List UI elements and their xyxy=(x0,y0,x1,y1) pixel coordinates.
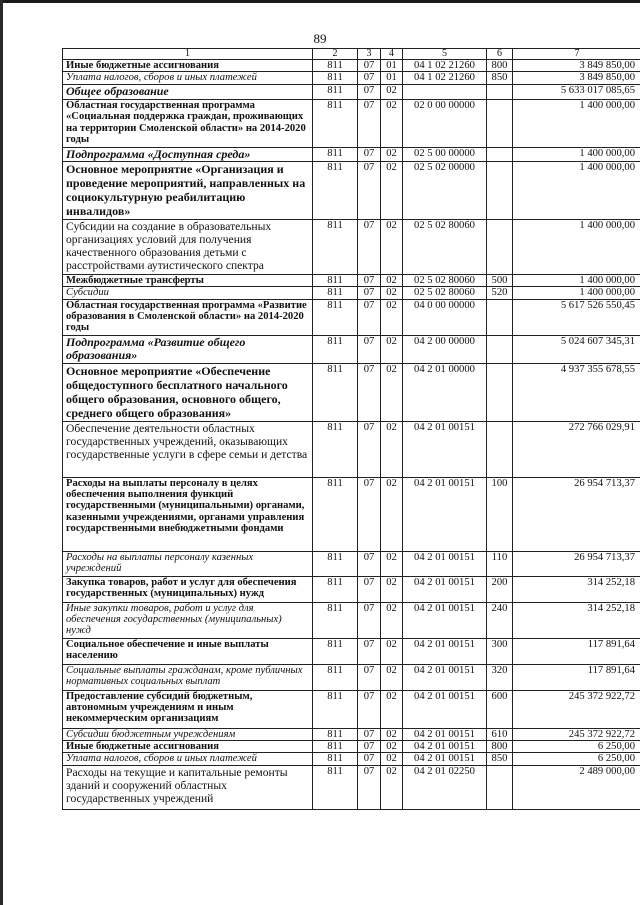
subsection-cell: 02 xyxy=(381,84,403,99)
expense-type-cell xyxy=(487,84,513,99)
section-cell: 07 xyxy=(358,602,381,638)
expense-type-cell: 110 xyxy=(487,551,513,576)
expense-type-cell: 240 xyxy=(487,602,513,638)
expense-type-cell: 200 xyxy=(487,576,513,602)
amount-cell: 2 489 000,00 xyxy=(513,765,640,809)
ministry-code-cell: 811 xyxy=(313,765,358,809)
table-row xyxy=(63,765,640,809)
ministry-code-cell: 811 xyxy=(313,421,358,477)
name-cell: Субсидии бюджетным учреждениям xyxy=(63,728,313,740)
column-header: 6 xyxy=(487,49,513,60)
section-cell: 07 xyxy=(358,728,381,740)
name-cell: Иные бюджетные ассигнования xyxy=(63,741,313,753)
target-article-cell: 04 2 01 00151 xyxy=(403,576,487,602)
section-cell: 07 xyxy=(358,551,381,576)
table-row xyxy=(63,741,640,753)
table-row xyxy=(63,287,640,299)
expense-type-cell: 800 xyxy=(487,60,513,72)
amount-cell: 245 372 922,72 xyxy=(513,690,640,728)
subsection-cell: 02 xyxy=(381,147,403,161)
amount-cell: 5 633 017 085,65 xyxy=(513,84,640,99)
subsection-cell: 02 xyxy=(381,287,403,299)
table-row xyxy=(63,690,640,728)
target-article-cell: 04 2 01 00151 xyxy=(403,638,487,664)
subsection-cell: 02 xyxy=(381,638,403,664)
subsection-cell: 02 xyxy=(381,753,403,765)
ministry-code-cell: 811 xyxy=(313,287,358,299)
section-cell: 07 xyxy=(358,299,381,335)
target-article-cell: 04 2 01 00151 xyxy=(403,664,487,690)
target-article-cell: 04 2 01 00151 xyxy=(403,602,487,638)
column-header: 1 xyxy=(63,49,313,60)
subsection-cell: 02 xyxy=(381,690,403,728)
name-cell: Субсидии xyxy=(63,287,313,299)
name-cell: Субсидии на создание в образовательных организациях условий для получения качественного образования детьми с расстройствами аутистического спектра xyxy=(63,219,313,274)
expense-type-cell xyxy=(487,421,513,477)
target-article-cell: 04 1 02 21260 xyxy=(403,72,487,84)
target-article-cell: 04 2 01 00000 xyxy=(403,363,487,421)
target-article-cell: 04 1 02 21260 xyxy=(403,60,487,72)
subsection-cell: 02 xyxy=(381,161,403,219)
expense-type-cell xyxy=(487,765,513,809)
name-cell: Социальные выплаты гражданам, кроме публичных нормативных социальных выплат xyxy=(63,664,313,690)
section-cell: 07 xyxy=(358,477,381,551)
name-cell: Иные закупки товаров, работ и услуг для обеспечения государственных (муниципальных) нужд xyxy=(63,602,313,638)
subsection-cell: 01 xyxy=(381,60,403,72)
ministry-code-cell: 811 xyxy=(313,219,358,274)
name-cell: Областная государственная программа «Социальная поддержка граждан, проживающих на территории Смоленской области» на 2014-2020 годы xyxy=(63,99,313,147)
subsection-cell: 02 xyxy=(381,551,403,576)
name-cell: Уплата налогов, сборов и иных платежей xyxy=(63,72,313,84)
target-article-cell: 04 2 00 00000 xyxy=(403,335,487,363)
name-cell: Расходы на текущие и капитальные ремонты зданий и сооружений областных государственных учреждений xyxy=(63,765,313,809)
ministry-code-cell: 811 xyxy=(313,60,358,72)
amount-cell: 1 400 000,00 xyxy=(513,219,640,274)
name-cell: Общее образование xyxy=(63,84,313,99)
top-border-line xyxy=(0,0,640,3)
amount-cell: 1 400 000,00 xyxy=(513,287,640,299)
subsection-cell: 02 xyxy=(381,728,403,740)
amount-cell: 1 400 000,00 xyxy=(513,99,640,147)
target-article-cell: 04 2 01 00151 xyxy=(403,421,487,477)
expense-type-cell xyxy=(487,161,513,219)
name-cell: Подпрограмма «Доступная среда» xyxy=(63,147,313,161)
section-cell: 07 xyxy=(358,161,381,219)
ministry-code-cell: 811 xyxy=(313,638,358,664)
expense-type-cell: 520 xyxy=(487,287,513,299)
subsection-cell: 02 xyxy=(381,602,403,638)
subsection-cell: 02 xyxy=(381,299,403,335)
expense-type-cell xyxy=(487,219,513,274)
column-header: 5 xyxy=(403,49,487,60)
target-article-cell: 04 2 01 00151 xyxy=(403,728,487,740)
amount-cell: 5 024 607 345,31 xyxy=(513,335,640,363)
name-cell: Основное мероприятие «Организация и проведение мероприятий, направленных на социокультурную реабилитацию инвалидов» xyxy=(63,161,313,219)
name-cell: Расходы на выплаты персоналу казенных учреждений xyxy=(63,551,313,576)
ministry-code-cell: 811 xyxy=(313,551,358,576)
section-cell: 07 xyxy=(358,363,381,421)
amount-cell: 1 400 000,00 xyxy=(513,147,640,161)
amount-cell: 117 891,64 xyxy=(513,664,640,690)
target-article-cell: 04 2 01 00151 xyxy=(403,753,487,765)
amount-cell: 6 250,00 xyxy=(513,741,640,753)
target-article-cell xyxy=(403,84,487,99)
ministry-code-cell: 811 xyxy=(313,728,358,740)
section-cell: 07 xyxy=(358,335,381,363)
ministry-code-cell: 811 xyxy=(313,84,358,99)
section-cell: 07 xyxy=(358,60,381,72)
table-row xyxy=(63,664,640,690)
table-row xyxy=(63,72,640,84)
target-article-cell: 04 2 01 00151 xyxy=(403,741,487,753)
section-cell: 07 xyxy=(358,741,381,753)
amount-cell: 314 252,18 xyxy=(513,576,640,602)
section-cell: 07 xyxy=(358,287,381,299)
ministry-code-cell: 811 xyxy=(313,741,358,753)
subsection-cell: 02 xyxy=(381,274,403,286)
table-row xyxy=(63,335,640,363)
section-cell: 07 xyxy=(358,664,381,690)
ministry-code-cell: 811 xyxy=(313,690,358,728)
subsection-cell: 02 xyxy=(381,741,403,753)
expense-type-cell: 100 xyxy=(487,477,513,551)
subsection-cell: 02 xyxy=(381,477,403,551)
amount-cell: 117 891,64 xyxy=(513,638,640,664)
amount-cell: 314 252,18 xyxy=(513,602,640,638)
amount-cell: 1 400 000,00 xyxy=(513,274,640,286)
subsection-cell: 02 xyxy=(381,99,403,147)
target-article-cell: 02 5 00 00000 xyxy=(403,147,487,161)
expense-type-cell: 320 xyxy=(487,664,513,690)
expense-type-cell: 850 xyxy=(487,72,513,84)
target-article-cell: 02 5 02 80060 xyxy=(403,274,487,286)
left-border-line xyxy=(0,0,3,905)
section-cell: 07 xyxy=(358,421,381,477)
table-row xyxy=(63,84,640,99)
table-row xyxy=(63,60,640,72)
section-cell: 07 xyxy=(358,147,381,161)
ministry-code-cell: 811 xyxy=(313,335,358,363)
expense-type-cell xyxy=(487,147,513,161)
expense-type-cell: 850 xyxy=(487,753,513,765)
ministry-code-cell: 811 xyxy=(313,274,358,286)
ministry-code-cell: 811 xyxy=(313,753,358,765)
name-cell: Предоставление субсидий бюджетным, автономным учреждениям и иным некоммерческим организациям xyxy=(63,690,313,728)
name-cell: Областная государственная программа «Развитие образования в Смоленской области» на 2014-2020 годы xyxy=(63,299,313,335)
expense-type-cell: 500 xyxy=(487,274,513,286)
table-row xyxy=(63,753,640,765)
column-header: 7 xyxy=(513,49,640,60)
name-cell: Социальное обеспечение и иные выплаты населению xyxy=(63,638,313,664)
subsection-cell: 02 xyxy=(381,765,403,809)
table-row xyxy=(63,638,640,664)
column-header: 3 xyxy=(358,49,381,60)
ministry-code-cell: 811 xyxy=(313,576,358,602)
table-row xyxy=(63,99,640,147)
table-row xyxy=(63,147,640,161)
section-cell: 07 xyxy=(358,99,381,147)
amount-cell: 272 766 029,91 xyxy=(513,421,640,477)
ministry-code-cell: 811 xyxy=(313,72,358,84)
amount-cell: 3 849 850,00 xyxy=(513,60,640,72)
section-cell: 07 xyxy=(358,638,381,664)
name-cell: Обеспечение деятельности областных государственных учреждений, оказывающих государственные услуги в сфере семьи и детства xyxy=(63,421,313,477)
target-article-cell: 04 2 01 02250 xyxy=(403,765,487,809)
amount-cell: 245 372 922,72 xyxy=(513,728,640,740)
table-row xyxy=(63,363,640,421)
section-cell: 07 xyxy=(358,690,381,728)
amount-cell: 26 954 713,37 xyxy=(513,477,640,551)
amount-cell: 3 849 850,00 xyxy=(513,72,640,84)
target-article-cell: 04 2 01 00151 xyxy=(403,690,487,728)
ministry-code-cell: 811 xyxy=(313,161,358,219)
page-number: 89 xyxy=(313,31,327,46)
amount-cell: 6 250,00 xyxy=(513,753,640,765)
section-cell: 07 xyxy=(358,72,381,84)
table-row xyxy=(63,219,640,274)
table-header-row xyxy=(63,49,640,60)
table-row xyxy=(63,551,640,576)
amount-cell: 5 617 526 550,45 xyxy=(513,299,640,335)
section-cell: 07 xyxy=(358,84,381,99)
table-row xyxy=(63,728,640,740)
target-article-cell: 02 5 02 80060 xyxy=(403,287,487,299)
ministry-code-cell: 811 xyxy=(313,602,358,638)
subsection-cell: 02 xyxy=(381,664,403,690)
table-row xyxy=(63,576,640,602)
ministry-code-cell: 811 xyxy=(313,477,358,551)
ministry-code-cell: 811 xyxy=(313,664,358,690)
amount-cell: 4 937 355 678,55 xyxy=(513,363,640,421)
name-cell: Основное мероприятие «Обеспечение общедоступного бесплатного начального общего образования, основного общего, среднего общего образования» xyxy=(63,363,313,421)
name-cell: Подпрограмма «Развитие общего образования» xyxy=(63,335,313,363)
section-cell: 07 xyxy=(358,765,381,809)
subsection-cell: 01 xyxy=(381,72,403,84)
ministry-code-cell: 811 xyxy=(313,99,358,147)
subsection-cell: 02 xyxy=(381,335,403,363)
target-article-cell: 02 5 02 80060 xyxy=(403,219,487,274)
target-article-cell: 04 2 01 00151 xyxy=(403,477,487,551)
target-article-cell: 02 0 00 00000 xyxy=(403,99,487,147)
subsection-cell: 02 xyxy=(381,576,403,602)
name-cell: Расходы на выплаты персоналу в целях обеспечения выполнения функций государственными (муниципальными) органами, казенными учреждениями, органами управления государственными внебюджетными фондами xyxy=(63,477,313,551)
section-cell: 07 xyxy=(358,576,381,602)
expense-type-cell xyxy=(487,335,513,363)
ministry-code-cell: 811 xyxy=(313,363,358,421)
expense-type-cell: 600 xyxy=(487,690,513,728)
column-header: 2 xyxy=(313,49,358,60)
target-article-cell: 02 5 02 00000 xyxy=(403,161,487,219)
table-row xyxy=(63,274,640,286)
section-cell: 07 xyxy=(358,219,381,274)
name-cell: Иные бюджетные ассигнования xyxy=(63,60,313,72)
table-row xyxy=(63,477,640,551)
expense-type-cell: 800 xyxy=(487,741,513,753)
expense-type-cell: 300 xyxy=(487,638,513,664)
table-row xyxy=(63,421,640,477)
section-cell: 07 xyxy=(358,753,381,765)
expense-type-cell xyxy=(487,99,513,147)
table-row xyxy=(63,602,640,638)
subsection-cell: 02 xyxy=(381,421,403,477)
target-article-cell: 04 2 01 00151 xyxy=(403,551,487,576)
ministry-code-cell: 811 xyxy=(313,147,358,161)
table-row xyxy=(63,161,640,219)
expense-type-cell xyxy=(487,299,513,335)
subsection-cell: 02 xyxy=(381,219,403,274)
column-header: 4 xyxy=(381,49,403,60)
name-cell: Межбюджетные трансферты xyxy=(63,274,313,286)
ministry-code-cell: 811 xyxy=(313,299,358,335)
subsection-cell: 02 xyxy=(381,363,403,421)
amount-cell: 1 400 000,00 xyxy=(513,161,640,219)
section-cell: 07 xyxy=(358,274,381,286)
expense-type-cell xyxy=(487,363,513,421)
name-cell: Уплата налогов, сборов и иных платежей xyxy=(63,753,313,765)
name-cell: Закупка товаров, работ и услуг для обеспечения государственных (муниципальных) нужд xyxy=(63,576,313,602)
table-row xyxy=(63,299,640,335)
amount-cell: 26 954 713,37 xyxy=(513,551,640,576)
target-article-cell: 04 0 00 00000 xyxy=(403,299,487,335)
budget-table xyxy=(62,48,640,810)
expense-type-cell: 610 xyxy=(487,728,513,740)
